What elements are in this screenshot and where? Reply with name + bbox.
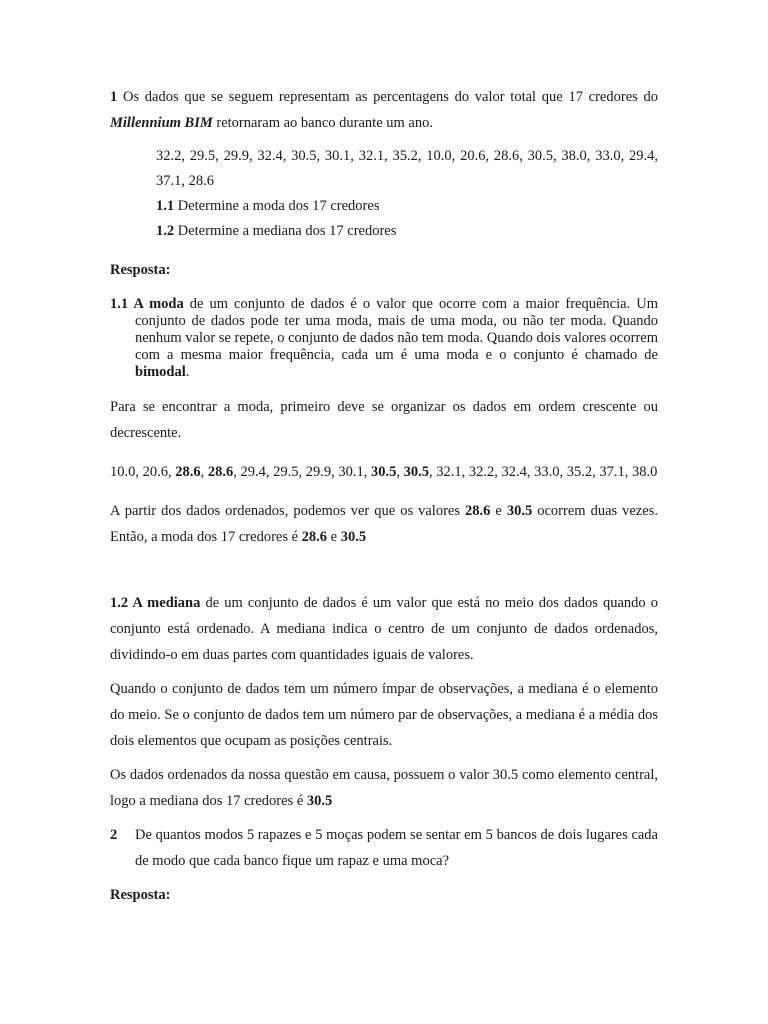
text-run: A partir dos dados ordenados, podemos ver que os valores — [110, 503, 465, 519]
emphasis-text: 1.2 A mediana — [110, 595, 201, 611]
document-page — [110, 84, 658, 908]
emphasis-text: 30.5 — [403, 464, 429, 480]
subquestion-1-2 — [156, 219, 658, 244]
moda-instruction — [110, 394, 658, 446]
question-2 — [110, 822, 658, 874]
emphasis-text: Millennium BIM — [110, 115, 213, 131]
question-1-intro — [110, 84, 658, 136]
text-run: Determine a moda dos 17 credores — [174, 198, 380, 214]
emphasis-text: 30.5 — [306, 793, 333, 809]
text-run: Os dados ordenados da nossa questão em causa, possuem o valor 30.5 como elemento central, logo a mediana dos 17 credores é — [110, 767, 658, 809]
text-run: . — [185, 364, 190, 380]
text-run: , — [396, 464, 404, 480]
subquestion-1-1 — [156, 194, 658, 219]
text-run: Determine a mediana dos 17 credores — [174, 223, 397, 239]
text-run: e — [490, 503, 507, 519]
credor-data-list: 32.2, 29.5, 29.9, 32.4, 30.5, 30.1, 32.1, 35.2, 10.0, 20.6, 28.6, 30.5, 38.0, 33.0, 29.4, 37.1, 28.6 — [156, 148, 658, 189]
emphasis-text: 1.2 — [156, 223, 175, 239]
mediana-definition — [110, 590, 658, 668]
emphasis-text: 28.6 — [207, 464, 234, 480]
text-run: Para se encontrar a moda, primeiro deve se organizar os dados em ordem crescente ou decrescente. — [110, 399, 658, 441]
question-1-block — [156, 144, 658, 244]
text-run: , — [200, 464, 208, 480]
question-2-number: 2 — [110, 827, 118, 843]
emphasis-text: 30.5 — [371, 464, 397, 480]
text-run: de um conjunto de dados é um valor que está no meio dos dados quando o conjunto está ordenado. A mediana indica o centro de um conjunto de dados ordenados, dividindo-o em duas partes com quantidades iguais de valores. — [110, 595, 658, 663]
moda-conclusion — [110, 498, 658, 550]
mediana-conclusion — [110, 762, 658, 814]
text-run: retornaram ao banco durante um ano. — [212, 115, 433, 131]
question-2-text: De quantos modos 5 rapazes e 5 moças podem se sentar em 5 bancos de dois lugares cada de modo que cada banco fique um rapaz e uma moca? — [135, 827, 658, 869]
emphasis-text: 1 — [110, 89, 118, 105]
text-run: de um conjunto de dados é o valor que ocorre com a maior frequência. Um conjunto de dados pode ter uma moda, mais de uma moda, ou não ter moda. Quando nenhum valor se repete, o conjunto de dados não tem moda. Quando dois valores ocorrem com a mesma maior frequência, cada um é uma moda e o conjunto é chamado de — [135, 296, 658, 363]
emphasis-text: bimodal — [135, 364, 186, 380]
emphasis-text: 28.6 — [175, 464, 201, 480]
emphasis-text: 28.6 — [301, 529, 328, 545]
emphasis-text: 1.1 — [156, 198, 175, 214]
text-run: , 32.1, 32.2, 32.4, 33.0, 35.2, 37.1, 38.0 — [429, 464, 658, 480]
mediana-odd-even — [110, 676, 658, 754]
emphasis-text: 30.5 — [506, 503, 533, 519]
text-run: , 29.4, 29.5, 29.9, 30.1, — [233, 464, 371, 480]
answer-heading-2: Resposta: — [110, 887, 171, 903]
text-run: e — [327, 529, 341, 545]
text-run: ocorrem duas vezes. Então, a moda dos 17 credores é — [110, 503, 658, 545]
emphasis-text: 28.6 — [465, 503, 491, 519]
text-run: Quando o conjunto de dados tem um número ímpar de observações, a mediana é o elemento do meio. Se o conjunto de dados tem um número par de observações, a mediana é a média dos dois elementos que ocupam as posições centrais. — [110, 681, 658, 749]
text-run: Os dados que se seguem representam as percentagens do valor total que 17 credores do — [117, 89, 658, 105]
emphasis-text: 1.1 A moda — [110, 296, 184, 312]
text-run: 10.0, 20.6, — [110, 464, 176, 480]
sorted-data — [110, 459, 658, 485]
moda-definition — [110, 296, 658, 381]
answer-heading-1: Resposta: — [110, 262, 171, 278]
emphasis-text: 30.5 — [340, 529, 367, 545]
